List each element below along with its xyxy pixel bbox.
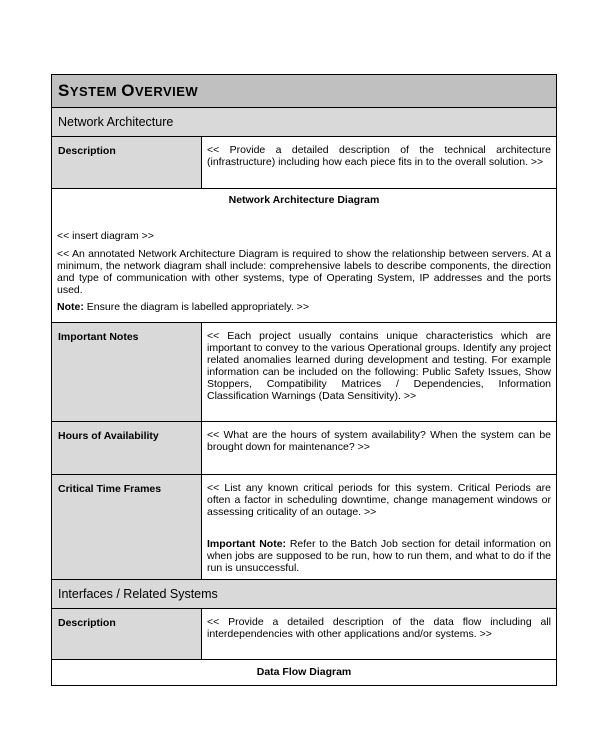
data-flow-row (52, 660, 557, 686)
critical-important-note: Important Note: Refer to the Batch Job section for detail information on when jobs are supposed to be run, how to run them, and what to do if the run is unsuccessful. (207, 538, 552, 574)
table-row-important-notes (52, 323, 557, 422)
table-row-critical-time-frames (52, 475, 557, 580)
row-text-hours-of-availability: << What are the hours of system availability? When the system can be brought down for maintenance? >> (207, 429, 552, 453)
insert-diagram-placeholder: << insert diagram >> (57, 230, 154, 242)
diagram-block-row (52, 189, 557, 323)
row-text-description: << Provide a detailed description of the technical architecture (infrastructure) including how each piece fits in to the overall solution. >> (207, 144, 552, 168)
row-label-hours-of-availability: Hours of Availability (58, 430, 159, 442)
section-heading-interfaces: Interfaces / Related Systems (58, 587, 218, 601)
section-row-interfaces (52, 580, 557, 609)
row-text-critical-time-frames: << List any known critical periods for this system. Critical Periods are often a factor in scheduling downtime, change management windows or assessing criticality of an outage. >> Important Note: Refer to the Batch Job section for detail information on when jobs are supposed to be run, how to run them, and what to do if the run is unsuccessful. (207, 482, 552, 574)
system-overview-table (51, 74, 557, 686)
row-label-interfaces-description: Description (58, 617, 116, 629)
diagram-note: Note: Ensure the diagram is labelled appropriately. >> (57, 301, 309, 313)
row-label-important-notes: Important Notes (58, 331, 139, 343)
row-text-interfaces-description: << Provide a detailed description of the data flow including all interdependencies with other applications and/or systems. >> (207, 616, 552, 640)
diagram-requirement-text: << An annotated Network Architecture Diagram is required to show the relationship between servers. At a minimum, the network diagram shall include: comprehensive labels to describe components, the direction and type of communication with other systems, type of Operating System, IP addresses and the ports used. (57, 248, 552, 296)
network-diagram-heading: Network Architecture Diagram (228, 194, 380, 206)
row-label-description: Description (58, 145, 116, 157)
system-overview-document (51, 74, 556, 686)
table-row-hours-of-availability (52, 422, 557, 475)
table-row-interfaces-description (52, 609, 557, 660)
section-row-network-architecture (52, 108, 557, 137)
page-title: SYSTEM OVERVIEW (58, 81, 199, 100)
network-diagram-instructions (52, 230, 556, 322)
title-row (52, 75, 557, 108)
table-row-description (52, 137, 557, 189)
section-heading-network-architecture: Network Architecture (58, 115, 174, 129)
row-text-important-notes: << Each project usually contains unique characteristics which are important to convey to the various Operational groups. Identify any project related anomalies learned during development and testing. For example information can be included on the following: Public Safety Issues, Show Stoppers, Compatibility Matrices / Dependencies, Information Classification Warnings (Data Sensitivity). >> (207, 330, 552, 402)
row-label-critical-time-frames: Critical Time Frames (58, 483, 162, 495)
data-flow-heading: Data Flow Diagram (256, 666, 352, 678)
